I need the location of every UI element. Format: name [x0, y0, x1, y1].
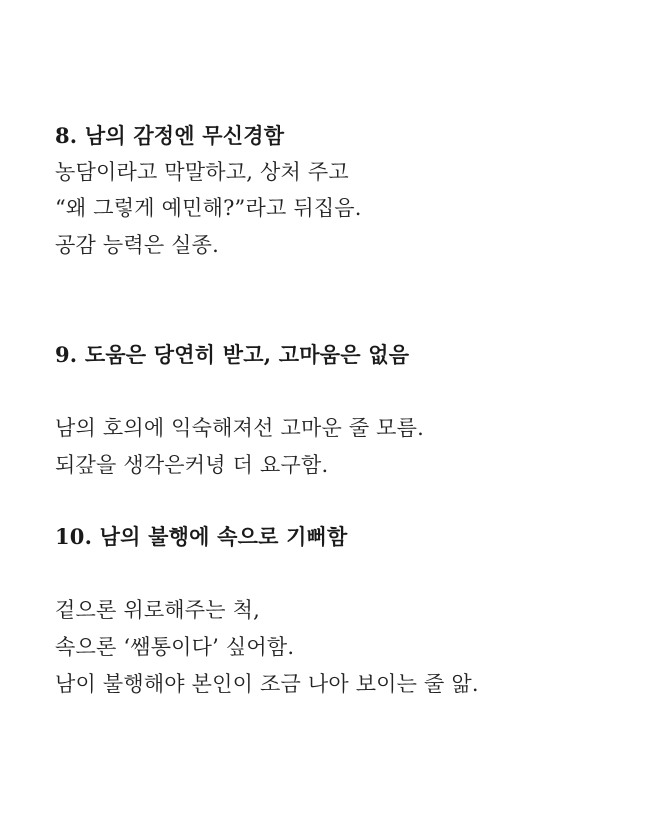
body-line: 되갚을 생각은커녕 더 요구함. [55, 453, 329, 477]
body-line: 농담이라고 막말하고, 상처 주고 [55, 160, 349, 184]
section-heading: 9. 도움은 당연히 받고, 고마움은 없음 [55, 342, 410, 367]
body-line: 공감 능력은 실종. [55, 233, 220, 257]
body-line: 남의 호의에 익숙해져선 고마운 줄 모름. [55, 416, 425, 440]
body-line: “왜 그렇게 예민해?”라고 뒤집음. [55, 196, 362, 220]
body-line: 겉으론 위로해주는 척, [55, 598, 260, 622]
section-heading: 10. 남의 불행에 속으로 기뻐함 [55, 524, 348, 549]
body-line: 남이 불행해야 본인이 조금 나아 보이는 줄 앎. [55, 672, 479, 696]
body-line: 속으론 ‘쌤통이다’ 싶어함. [55, 635, 295, 659]
section-heading: 8. 남의 감정엔 무신경함 [55, 123, 285, 148]
